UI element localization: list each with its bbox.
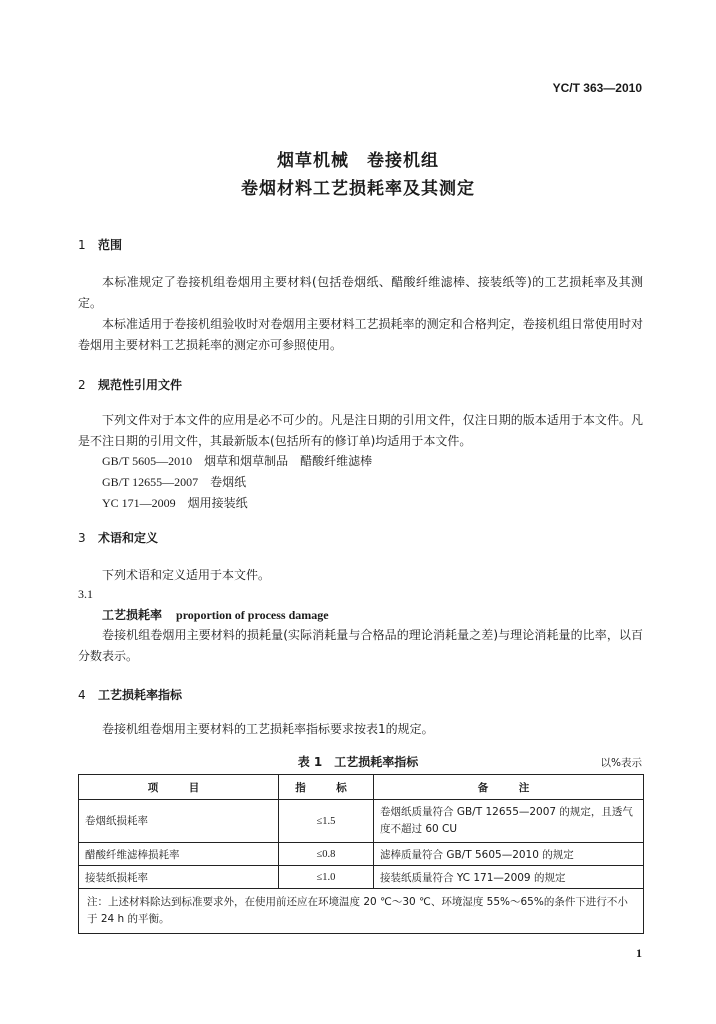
section-2-heading: [78, 376, 182, 393]
document-code: YC/T 363—2010: [552, 81, 642, 95]
section-4-heading: [78, 686, 182, 703]
section-number: 4: [78, 688, 86, 702]
section-number: 3: [78, 531, 86, 545]
reference-item: [102, 494, 248, 511]
item-cell: 卷烟纸损耗率: [79, 800, 279, 843]
term-chinese: 工艺损耗率: [102, 608, 163, 622]
section-title: 规范性引用文件: [98, 378, 183, 392]
section-number: 2: [78, 378, 86, 392]
section-1-paragraph-1: 本标准规定了卷接机组卷烟用主要材料(包括卷烟纸、醋酸纤维滤棒、接装纸等)的工艺损耗率及其测定。: [78, 275, 643, 310]
column-header-value: 指 标: [279, 775, 374, 800]
table-row: [79, 800, 644, 843]
value-cell: ≤1.5: [279, 800, 374, 843]
remark-cell: 滤棒质量符合 GB/T 5605—2010 的规定: [374, 843, 644, 866]
subsection-number: 3.1: [78, 587, 93, 601]
table-row: [79, 843, 644, 866]
loss-rate-table: [78, 774, 644, 934]
reference-item: [102, 473, 246, 490]
reference-title: 卷烟纸: [210, 475, 247, 489]
section-1-heading: [78, 236, 122, 253]
page-number: 1: [636, 946, 642, 960]
section-3-paragraph: 下列术语和定义适用于本文件。: [102, 568, 271, 582]
title-line-1: 烟草机械 卷接机组: [277, 151, 439, 171]
title-line-2: 卷烟材料工艺损耗率及其测定: [241, 179, 475, 199]
section-1-paragraph-2: 本标准适用于卷接机组验收时对卷烟用主要材料工艺损耗率的测定和合格判定，卷接机组日常使用时对卷烟用主要材料工艺损耗率的测定亦可参照使用。: [78, 317, 643, 352]
column-header-remark: 备 注: [374, 775, 644, 800]
table-caption: 表 1 工艺损耗率指标: [297, 755, 419, 769]
section-4-paragraph: 卷接机组卷烟用主要材料的工艺损耗率指标要求按表1的规定。: [102, 722, 434, 736]
table-unit: 以%表示: [600, 757, 642, 769]
value-cell: ≤1.0: [279, 866, 374, 889]
remark-cell: 卷烟纸质量符合 GB/T 12655—2007 的规定，且透气度不超过 60 CU: [374, 800, 644, 843]
reference-title: 烟草和烟草制品 醋酸纤维滤棒: [204, 454, 373, 468]
term-definition: 卷接机组卷烟用主要材料的损耗量(实际消耗量与合格品的理论消耗量之差)与理论消耗量的比率，以百分数表示。: [78, 628, 643, 663]
section-title: 术语和定义: [98, 531, 159, 545]
table-header-row: [79, 775, 644, 800]
item-cell: 接装纸损耗率: [79, 866, 279, 889]
remark-cell: 接装纸质量符合 YC 171—2009 的规定: [374, 866, 644, 889]
section-2-paragraph: 下列文件对于本文件的应用是必不可少的。凡是注日期的引用文件，仅注日期的版本适用于本文件。凡是不注日期的引用文件，其最新版本(包括所有的修订单)均适用于本文件。: [78, 413, 643, 448]
item-cell: 醋酸纤维滤棒损耗率: [79, 843, 279, 866]
term-entry: [102, 606, 329, 623]
section-number: 1: [78, 238, 86, 252]
reference-code: GB/T 5605—2010: [102, 454, 193, 468]
reference-title: 烟用接装纸: [187, 496, 248, 510]
reference-code: GB/T 12655—2007: [102, 475, 199, 489]
table-note: 注：上述材料除达到标准要求外，在使用前还应在环境温度 20 ℃～30 ℃、环境湿度 55%～65%的条件下进行不小于 24 h 的平衡。: [79, 889, 644, 934]
section-3-heading: [78, 529, 158, 546]
section-title: 工艺损耗率指标: [98, 688, 183, 702]
value-cell: ≤0.8: [279, 843, 374, 866]
table-row: [79, 866, 644, 889]
term-english: proportion of process damage: [176, 608, 329, 622]
reference-code: YC 171—2009: [102, 496, 176, 510]
table-note-row: [79, 889, 644, 934]
column-header-item: 项 目: [79, 775, 279, 800]
reference-item: [102, 452, 372, 469]
section-title: 范围: [98, 238, 123, 252]
